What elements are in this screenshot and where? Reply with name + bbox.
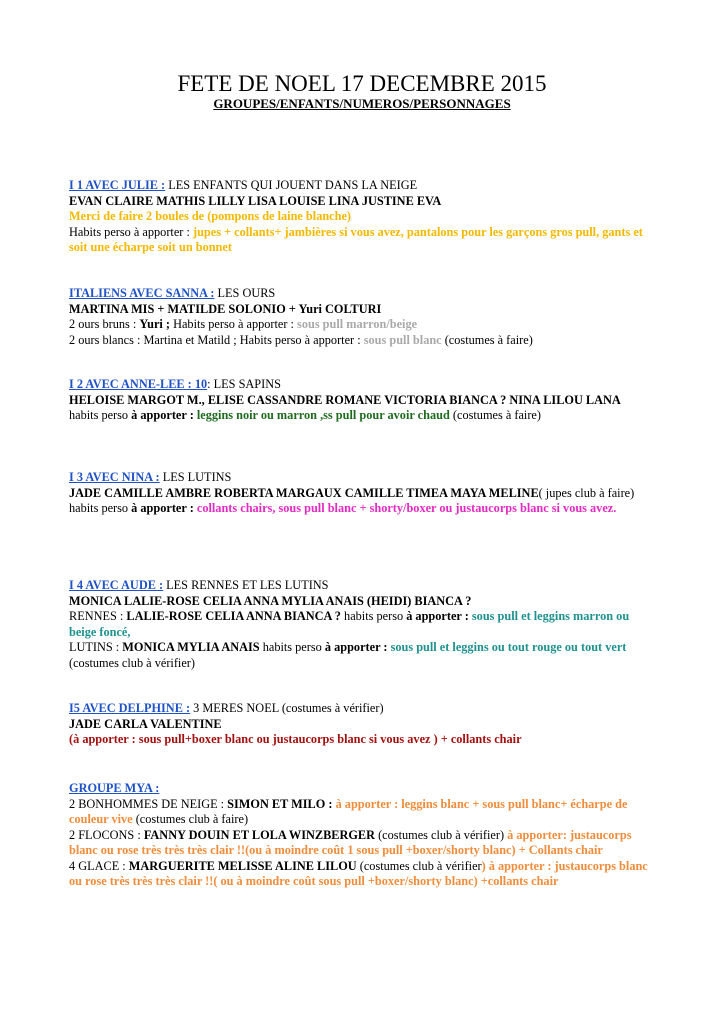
habits-note: (costumes à faire) — [449, 408, 541, 422]
habits-items: collants chairs, sous pull blanc + shorty/boxer ou justaucorps blanc si vous avez. — [196, 501, 617, 515]
group-heading: I 4 AVEC AUDE : — [69, 578, 164, 592]
group-aude — [69, 578, 657, 671]
group-role: LES LUTINS — [159, 470, 232, 484]
rennes-names: LALIE-ROSE CELIA ANNA BIANCA ? — [126, 609, 341, 623]
habits-label: habits perso — [69, 501, 132, 515]
group-role: LES ENFANTS QUI JOUENT DANS LA NEIGE — [165, 178, 418, 192]
habits-label-bold: à apporter : — [406, 609, 472, 623]
costume-line-text: 2 ours bruns : — [69, 317, 140, 331]
group-heading: I5 AVEC DELPHINE : — [69, 701, 191, 715]
habits-note: (costumes club à faire) — [132, 812, 249, 826]
group-role: LES OURS — [214, 286, 276, 300]
role-names: SIMON ET MILO : — [227, 796, 333, 811]
habits-note: (costumes club à vérifier) — [69, 655, 195, 670]
role-names: FANNY DOUIN ET LOLA WINZBERGER — [143, 827, 376, 842]
habits-items: sous pull et leggins marron ou beige foncé, — [69, 609, 630, 639]
lutins-label: LUTINS : — [69, 640, 123, 654]
costume-line-text: 2 ours blancs : Martina et Matild ; Habits perso à apporter : — [69, 332, 364, 347]
habits-label: habits perso — [259, 640, 325, 654]
rennes-label: RENNES : — [69, 609, 127, 623]
group-julie — [69, 178, 657, 256]
habits-label: habits perso — [340, 609, 407, 623]
group-mya — [69, 781, 657, 890]
group-heading: I 2 AVEC ANNE-LEE : 10 — [69, 377, 208, 391]
page-subtitle: GROUPES/ENFANTS/NUMEROS/PERSONNAGES — [213, 96, 511, 111]
costume-line-items: sous pull marron/beige — [297, 317, 418, 331]
role-names: MARGUERITE MELISSE ALINE LILOU — [128, 858, 357, 873]
group-children: MONICA LALIE-ROSE CELIA ANNA MYLIA ANAIS (HEIDI) BIANCA ? — [69, 593, 472, 608]
role-label: 4 GLACE : — [69, 858, 129, 873]
habits-items: (à apporter : sous pull+boxer blanc ou justaucorps blanc si vous avez ) + collants chair — [69, 732, 522, 746]
group-role: 3 MERES NOEL (costumes à vérifier) — [190, 701, 384, 715]
group-role: : LES SAPINS — [207, 377, 281, 391]
habits-note: (costumes club à vérifier) — [375, 827, 508, 842]
group-role: LES RENNES ET LES LUTINS — [163, 578, 329, 592]
habits-label-bold: à apporter : — [131, 408, 197, 422]
group-anne-lee — [69, 377, 657, 424]
habits-label: habits perso — [69, 408, 132, 422]
group-heading: GROUPE MYA : — [69, 781, 160, 795]
group-heading: I 1 AVEC JULIE : — [69, 178, 166, 192]
costume-line-note: (costumes à faire) — [441, 332, 533, 347]
group-delphine — [69, 701, 657, 748]
lutins-names: MONICA MYLIA ANAIS — [122, 640, 260, 654]
group-nina — [69, 470, 657, 517]
habits-items: leggins noir ou marron ,ss pull pour avoir chaud — [196, 408, 450, 422]
group-children: EVAN CLAIRE MATHIS LILLY LISA LOUISE LINA JUSTINE EVA — [69, 193, 442, 208]
page-title: FETE DE NOEL 17 DECEMBRE 2015 — [177, 71, 547, 96]
habits-items: sous pull et leggins ou tout rouge ou tout vert — [390, 640, 627, 654]
habits-items: à apporter : leggins blanc + sous pull blanc+ écharpe de couleur vive — [69, 796, 628, 826]
group-heading: ITALIENS AVEC SANNA : — [69, 286, 215, 300]
habits-label-bold: à apporter : — [324, 640, 391, 654]
habits-items: jupes + collants+ jambières si vous avez, pantalons pour les garçons gros pull, gants et soit une écharpe soit un bonnet — [69, 224, 643, 254]
habits-note: (costumes club à vérifier — [356, 858, 482, 873]
habits-items: ) à apporter : justaucorps blanc ou rose très très très clair !!( ou à moindre coût sous pull +boxer/shorty blanc) +collants chair — [69, 858, 648, 888]
habits-label: Habits perso à apporter : — [69, 224, 193, 239]
group-note: Merci de faire 2 boules de (pompons de laine blanche) — [69, 209, 352, 223]
group-children-note: ( jupes club à faire) — [538, 485, 635, 500]
costume-line-items: sous pull blanc — [363, 332, 442, 347]
costume-line-names: Yuri ; — [139, 317, 171, 331]
habits-label-bold: à apporter : — [131, 501, 197, 515]
group-children: HELOISE MARGOT M., ELISE CASSANDRE ROMANE VICTORIA BIANCA ? NINA LILOU LANA — [69, 392, 621, 407]
role-label: 2 FLOCONS : — [69, 827, 144, 842]
costume-line-text: Habits perso à apporter : — [170, 317, 298, 331]
group-italiens — [69, 286, 657, 348]
role-label: 2 BONHOMMES DE NEIGE : — [69, 796, 228, 811]
group-children: JADE CAMILLE AMBRE ROBERTA MARGAUX CAMILLE TIMEA MAYA MELINE — [69, 485, 539, 500]
group-children: JADE CARLA VALENTINE — [69, 716, 222, 731]
group-children: MARTINA MIS + MATILDE SOLONIO + Yuri COLTURI — [69, 301, 382, 316]
habits-items: à apporter: justaucorps blanc ou rose très très très clair !!(ou à moindre coût 1 sous pull +boxer/shorty blanc) + Collants chair — [69, 827, 632, 857]
group-heading: I 3 AVEC NINA : — [69, 470, 160, 484]
